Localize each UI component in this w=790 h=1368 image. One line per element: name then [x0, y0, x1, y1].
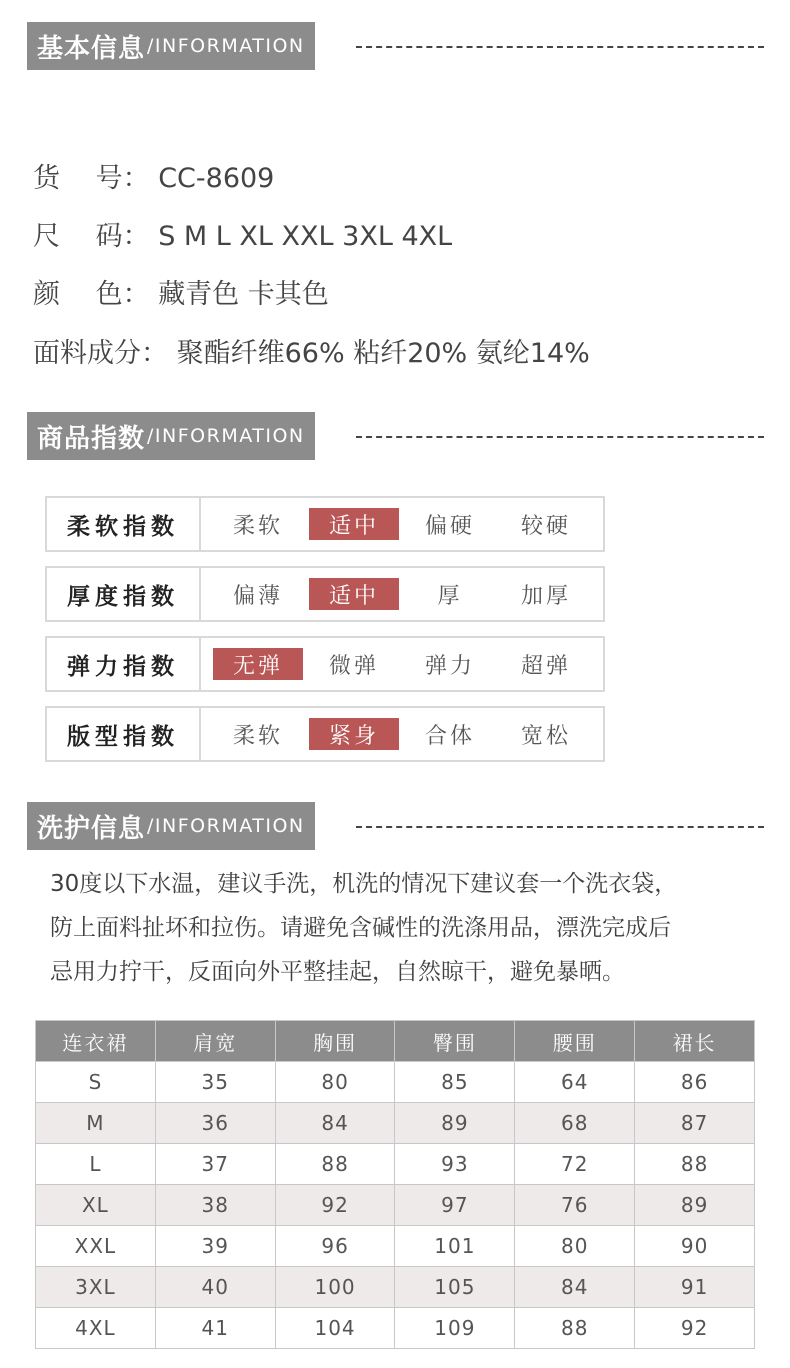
index-option: 微弹 [328, 653, 379, 679]
index-option: 超弹 [520, 653, 571, 679]
table-cell: 38 [155, 1185, 275, 1226]
table-cell: 76 [515, 1185, 635, 1226]
table-cell: 86 [635, 1062, 755, 1103]
index-option-selected: 适中 [309, 508, 399, 540]
table-row [36, 1185, 755, 1226]
table-cell: 88 [635, 1144, 755, 1185]
table-cell: 88 [275, 1144, 395, 1185]
info-row-item-no [33, 156, 274, 195]
table-cell: 92 [275, 1185, 395, 1226]
info-row-size [33, 214, 452, 253]
index-option-selected: 紧身 [309, 718, 399, 750]
section-subtitle: /INFORMATION [147, 815, 305, 837]
table-cell: 97 [395, 1185, 515, 1226]
section-subtitle: /INFORMATION [147, 425, 305, 447]
table-header-row [36, 1021, 755, 1062]
info-label: 货 号： [33, 163, 150, 194]
index-title: 厚度指数 [47, 568, 201, 620]
table-row [36, 1062, 755, 1103]
table-cell: 96 [275, 1226, 395, 1267]
table-cell: 91 [635, 1267, 755, 1308]
index-option: 较硬 [520, 513, 571, 539]
table-cell: 39 [155, 1226, 275, 1267]
index-option: 合体 [424, 723, 475, 749]
section-divider [356, 826, 764, 828]
table-cell: 87 [635, 1103, 755, 1144]
info-value: 聚酯纤维66% 粘纤20% 氨纶14% [176, 338, 590, 369]
table-cell: 4XL [36, 1308, 156, 1349]
table-cell: L [36, 1144, 156, 1185]
index-option: 厚 [437, 583, 463, 609]
info-row-fabric [33, 331, 590, 370]
index-option-selected: 适中 [309, 578, 399, 610]
care-line: 30度以下水温，建议手洗，机洗的情况下建议套一个洗衣袋， [50, 871, 678, 897]
index-option: 柔软 [232, 723, 283, 749]
info-row-color [33, 272, 329, 311]
table-row [36, 1103, 755, 1144]
column-header: 胸围 [275, 1021, 395, 1062]
section-subtitle: /INFORMATION [147, 35, 305, 57]
table-cell: 3XL [36, 1267, 156, 1308]
table-cell: 93 [395, 1144, 515, 1185]
table-cell: 35 [155, 1062, 275, 1103]
care-line: 忌用力拧干，反面向外平整挂起，自然晾干，避免暴晒。 [50, 959, 625, 985]
column-header: 连衣裙 [36, 1021, 156, 1062]
info-label: 面料成分： [33, 338, 168, 369]
table-cell: 80 [515, 1226, 635, 1267]
index-option: 偏硬 [424, 513, 475, 539]
care-line: 防上面料扯坏和拉伤。请避免含碱性的洗涤用品，漂洗完成后 [50, 915, 671, 941]
size-table [35, 1020, 755, 1349]
table-cell: 41 [155, 1308, 275, 1349]
table-cell: 40 [155, 1267, 275, 1308]
table-cell: 109 [395, 1308, 515, 1349]
section-header-care [27, 802, 315, 850]
table-cell: 104 [275, 1308, 395, 1349]
section-title: 基本信息 [37, 33, 146, 64]
info-label: 颜 色： [33, 279, 150, 310]
index-title: 柔软指数 [47, 498, 201, 550]
table-cell: 80 [275, 1062, 395, 1103]
column-header: 臀围 [395, 1021, 515, 1062]
section-header-index [27, 412, 315, 460]
table-cell: 88 [515, 1308, 635, 1349]
info-label: 尺 码： [33, 221, 150, 252]
table-cell: 72 [515, 1144, 635, 1185]
table-cell: 36 [155, 1103, 275, 1144]
index-option: 弹力 [424, 653, 475, 679]
column-header: 肩宽 [155, 1021, 275, 1062]
table-cell: 68 [515, 1103, 635, 1144]
index-option-selected: 无弹 [213, 648, 303, 680]
index-option: 宽松 [520, 723, 571, 749]
index-option: 柔软 [232, 513, 283, 539]
section-divider [356, 436, 764, 438]
info-value: CC-8609 [158, 163, 275, 194]
table-cell: 84 [275, 1103, 395, 1144]
index-option: 偏薄 [232, 583, 283, 609]
table-cell: 89 [635, 1185, 755, 1226]
care-instructions [50, 862, 770, 994]
table-cell: 101 [395, 1226, 515, 1267]
table-cell: 89 [395, 1103, 515, 1144]
table-cell: 92 [635, 1308, 755, 1349]
table-cell: S [36, 1062, 156, 1103]
section-header-basic [27, 22, 315, 70]
table-cell: M [36, 1103, 156, 1144]
table-row [36, 1144, 755, 1185]
info-value: 藏青色 卡其色 [158, 279, 329, 310]
table-row [36, 1267, 755, 1308]
table-cell: 90 [635, 1226, 755, 1267]
table-cell: 64 [515, 1062, 635, 1103]
column-header: 腰围 [515, 1021, 635, 1062]
table-cell: 85 [395, 1062, 515, 1103]
table-cell: 105 [395, 1267, 515, 1308]
table-cell: 84 [515, 1267, 635, 1308]
table-cell: XL [36, 1185, 156, 1226]
index-title: 弹力指数 [47, 638, 201, 690]
section-title: 洗护信息 [37, 813, 146, 844]
table-cell: XXL [36, 1226, 156, 1267]
section-divider [356, 46, 764, 48]
index-row-fit [45, 706, 605, 762]
section-title: 商品指数 [37, 423, 146, 454]
index-row-softness [45, 496, 605, 552]
table-cell: 100 [275, 1267, 395, 1308]
index-option: 加厚 [520, 583, 571, 609]
column-header: 裙长 [635, 1021, 755, 1062]
info-value: S M L XL XXL 3XL 4XL [158, 221, 453, 252]
table-row [36, 1308, 755, 1349]
index-row-elasticity [45, 636, 605, 692]
index-row-thickness [45, 566, 605, 622]
index-title: 版型指数 [47, 708, 201, 760]
table-row [36, 1226, 755, 1267]
table-cell: 37 [155, 1144, 275, 1185]
